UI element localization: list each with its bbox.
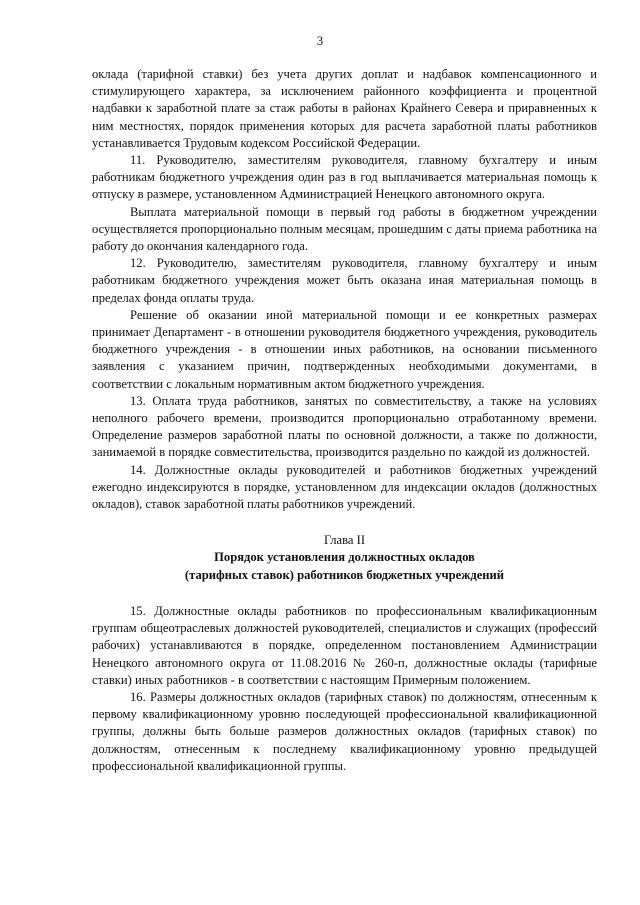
- document-body: [92, 66, 597, 775]
- paragraph-12-continued: Решение об оказании иной материальной помощи и ее конкретных размерах принимает Департамент - в отношении руководителя бюджетного учреждения, руководитель бюджетного учреждения - в отношении иных работников, на основании письменного заявления с указанием причин, подтвержденных необходимыми документами, в соответствии с локальным нормативным актом бюджетного учреждения.: [92, 307, 597, 391]
- paragraph-14: 14. Должностные оклады руководителей и работников бюджетных учреждений ежегодно индексируются в порядке, установленном для индексации окладов (должностных окладов), ставок заработной платы работников учреждений.: [92, 462, 597, 512]
- chapter-heading: [92, 532, 597, 584]
- chapter-title-line-1: Порядок установления должностных окладов: [214, 550, 475, 565]
- paragraph-16: 16. Размеры должностных окладов (тарифных ставок) по должностям, отнесенным к первому квалификационному уровню последующей профессиональной квалификационной группы, должны быть больше размеров должностных окладов (тарифных ставок) по должностям, отнесенным к последнему квалификационному уровню предыдущей профессиональной квалификационной группы.: [92, 689, 597, 773]
- page-number: 3: [316, 34, 324, 48]
- chapter-label: Глава II: [323, 533, 366, 548]
- paragraph-13: 13. Оплата труда работников, занятых по совместительству, а также на условиях неполного рабочего времени, производится пропорционально отработанному времени. Определение размеров заработной платы по основной должности, а также по должности, занимаемой в порядке совместительства, производится раздельно по каждой из должностей.: [92, 393, 597, 460]
- paragraph-continuation: оклада (тарифной ставки) без учета других доплат и надбавок компенсационного и стимулирующего характера, за исключением районного коэффициента и процентной надбавки к заработной плате за стаж работы в районах Крайнего Севера и приравненных к ним местностях, порядок применения которых для расчета заработной платы работников устанавливается Трудовым кодексом Российской Федерации.: [92, 67, 597, 150]
- paragraph-12: 12. Руководителю, заместителям руководителя, главному бухгалтеру и иным работникам бюджетного учреждения может быть оказана иная материальная помощь в пределах фонда оплаты труда.: [92, 256, 597, 305]
- paragraph-15: 15. Должностные оклады работников по профессиональным квалификационным группам общеотраслевых должностей руководителей, специалистов и служащих (профессий рабочих) устанавливаются в порядке, определенном постановлением Администрации Ненецкого автономного округа от 11.08.2016 № 260-п, должностные оклады (тарифные ставки) иных работников - в соответствии с настоящим Примерным положением.: [92, 603, 597, 687]
- chapter-title-line-2: (тарифных ставок) работников бюджетных учреждений: [184, 567, 505, 582]
- paragraph-11-continued: Выплата материальной помощи в первый год работы в бюджетном учреждении осуществляется пропорционально полным месяцам, прошедшим с даты приема работника на работу до окончания календарного года.: [92, 204, 597, 254]
- paragraph-11: 11. Руководителю, заместителям руководителя, главному бухгалтеру и иным работникам бюджетного учреждения один раз в год выплачивается материальная помощь к отпуску в размере, установленном Администрацией Ненецкого автономного округа.: [92, 153, 597, 202]
